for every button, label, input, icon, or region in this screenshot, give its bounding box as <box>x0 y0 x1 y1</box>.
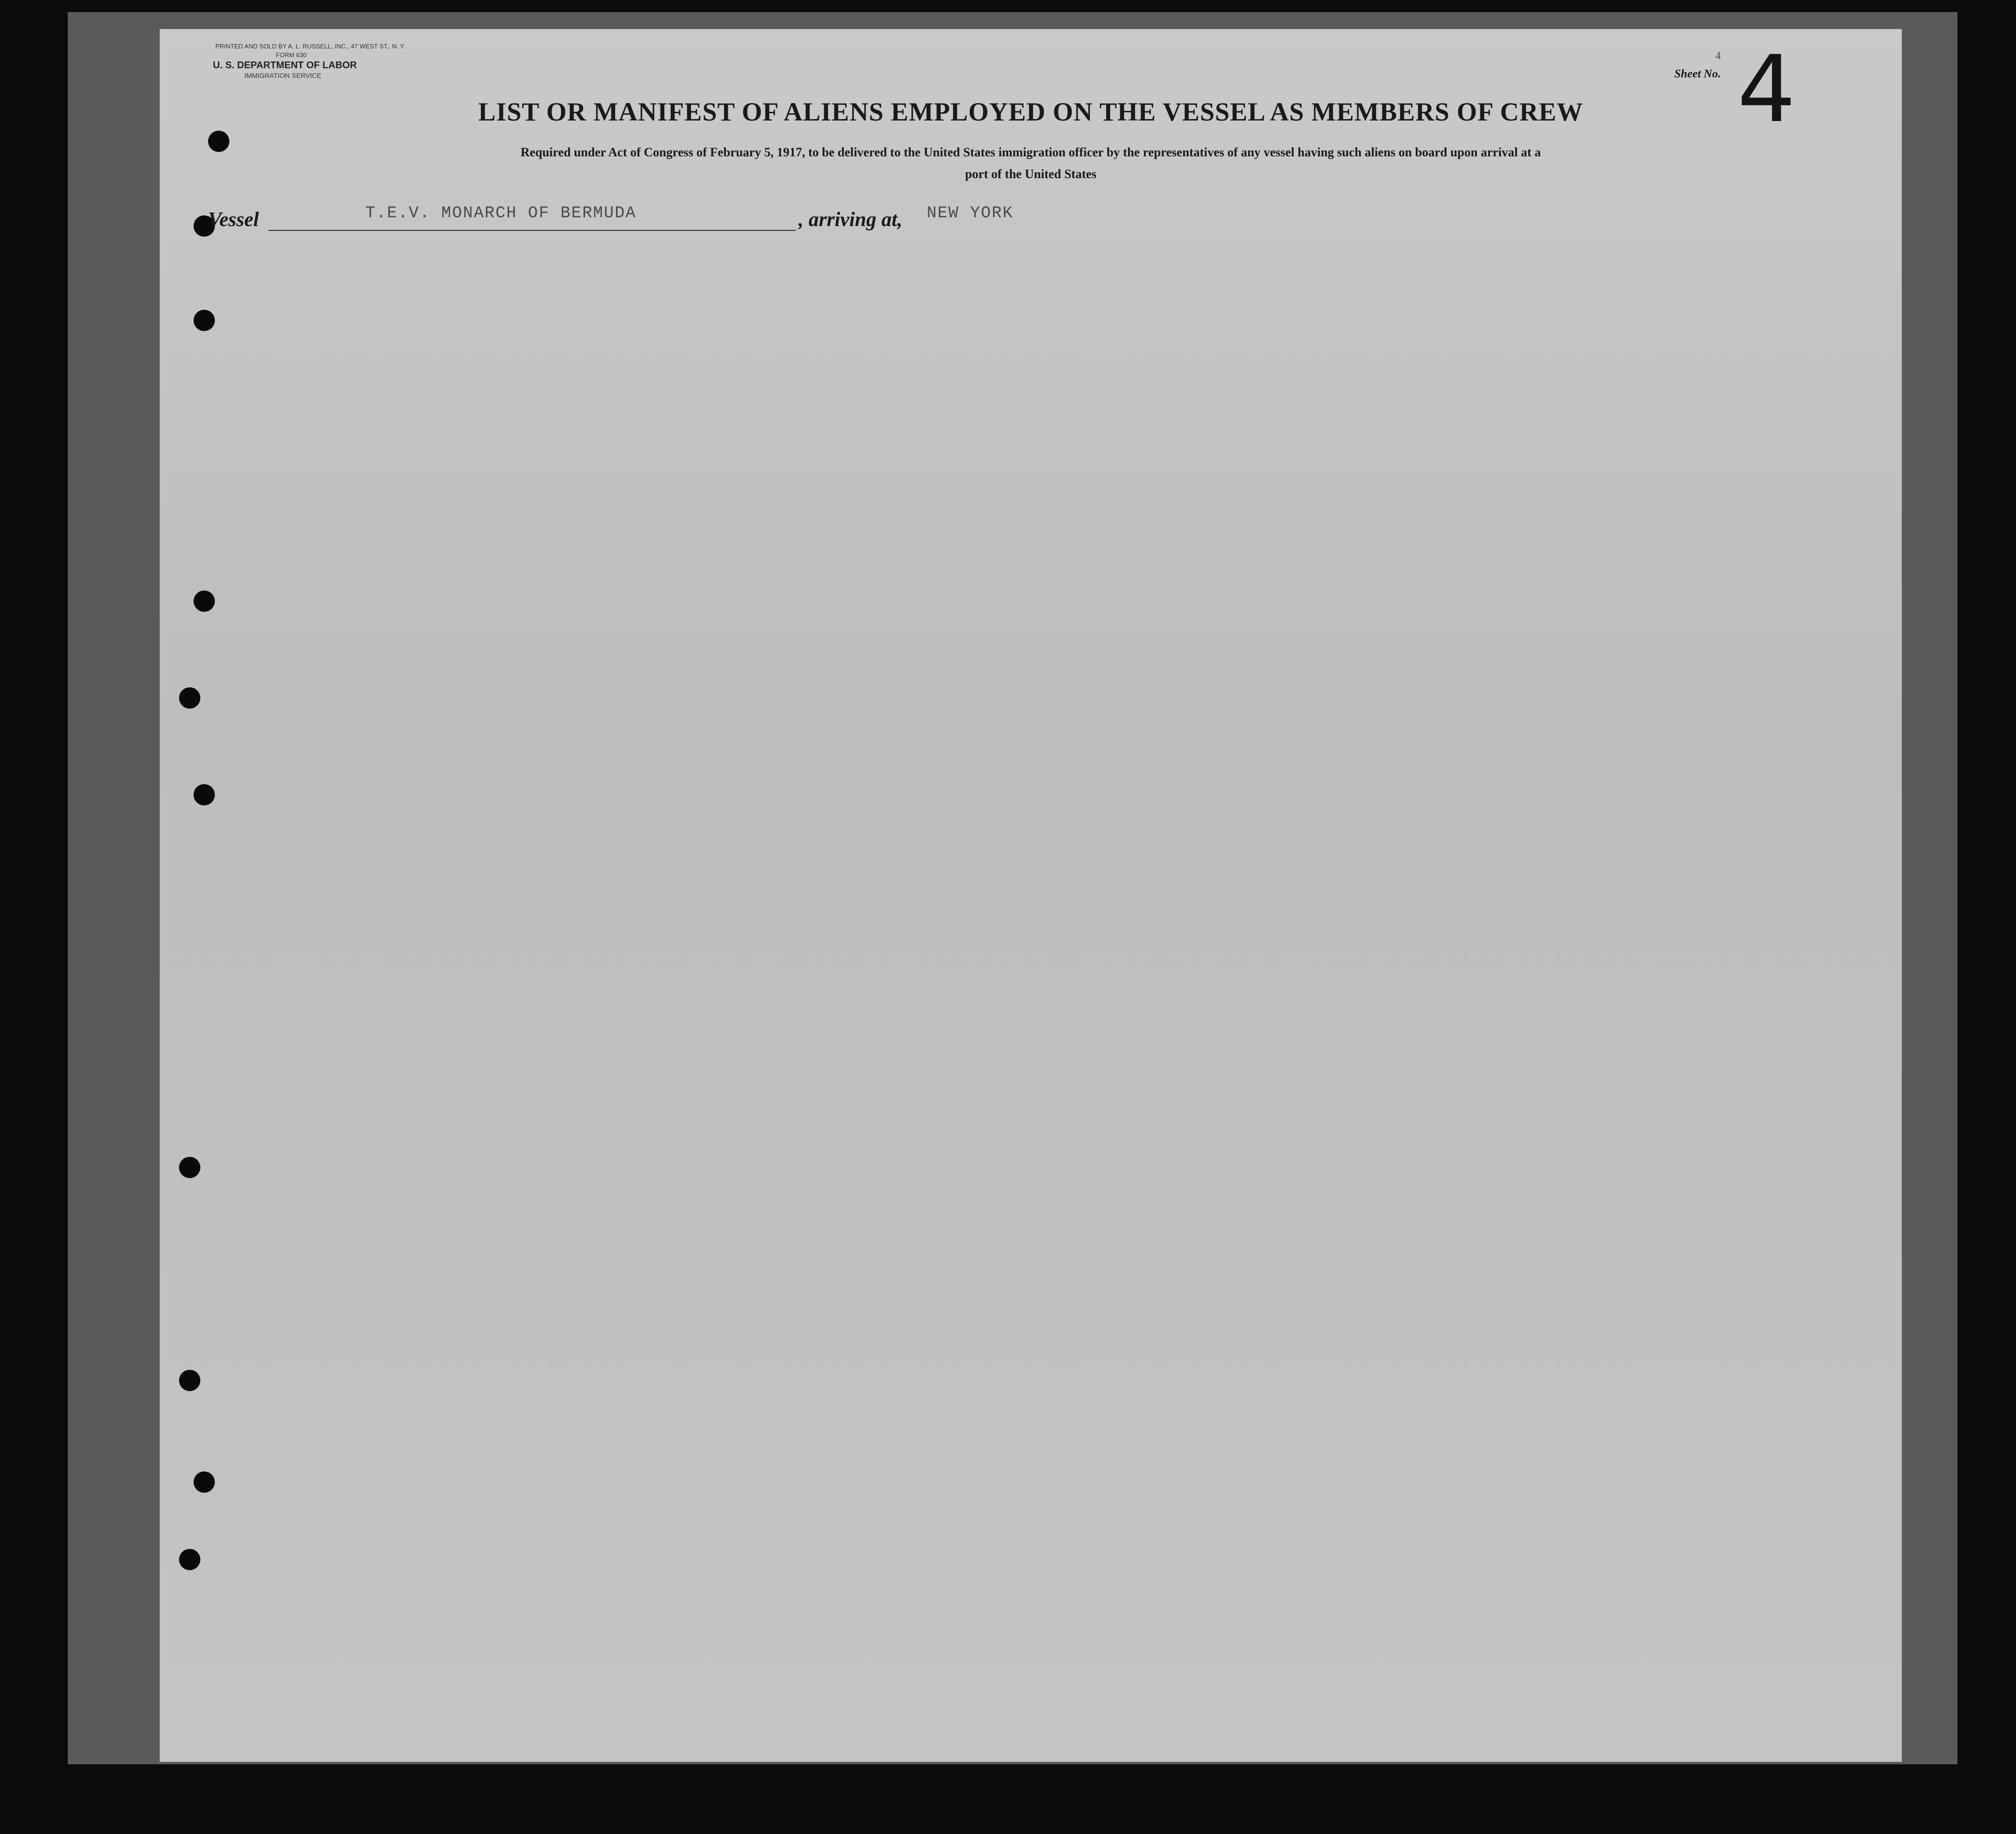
form-number: FORM 630 <box>276 51 307 59</box>
punch-hole <box>179 1370 200 1391</box>
punch-hole <box>179 1549 200 1570</box>
sheet-small-number: 4 <box>1715 49 1721 61</box>
department: U. S. DEPARTMENT OF LABOR <box>213 60 357 71</box>
punch-hole <box>194 591 215 612</box>
page-title: LIST OR MANIFEST OF ALIENS EMPLOYED ON THE VESSEL AS MEMBERS OF CREW <box>478 97 1583 126</box>
punch-hole <box>194 310 215 331</box>
vessel-label: Vessel <box>208 209 259 231</box>
service: IMMIGRATION SERVICE <box>244 72 321 79</box>
punch-hole <box>179 1157 200 1178</box>
vessel-underline <box>269 230 796 231</box>
arriving-label: , arriving at, <box>798 209 903 231</box>
punch-hole <box>194 784 215 805</box>
printer-line: PRINTED AND SOLD BY A. L. RUSSELL, INC., 47 WEST ST., N. Y. <box>215 43 406 50</box>
manifest-sheet <box>160 29 1902 1762</box>
vessel-name: T.E.V. MONARCH OF BERMUDA <box>365 204 637 223</box>
punch-hole <box>194 1471 215 1493</box>
punch-hole <box>179 687 200 709</box>
subtitle-line-2: port of the United States <box>965 167 1097 181</box>
sheet-handwritten-number: 4 <box>1737 36 1796 143</box>
sheet-label: Sheet No. <box>1674 68 1721 80</box>
subtitle-line-1: Required under Act of Congress of February 5, 1917, to be delivered to the United States immigration officer by the representatives of any vessel having such aliens on board upon arrival at a <box>520 145 1541 159</box>
arriving-port: NEW YORK <box>927 204 1014 223</box>
